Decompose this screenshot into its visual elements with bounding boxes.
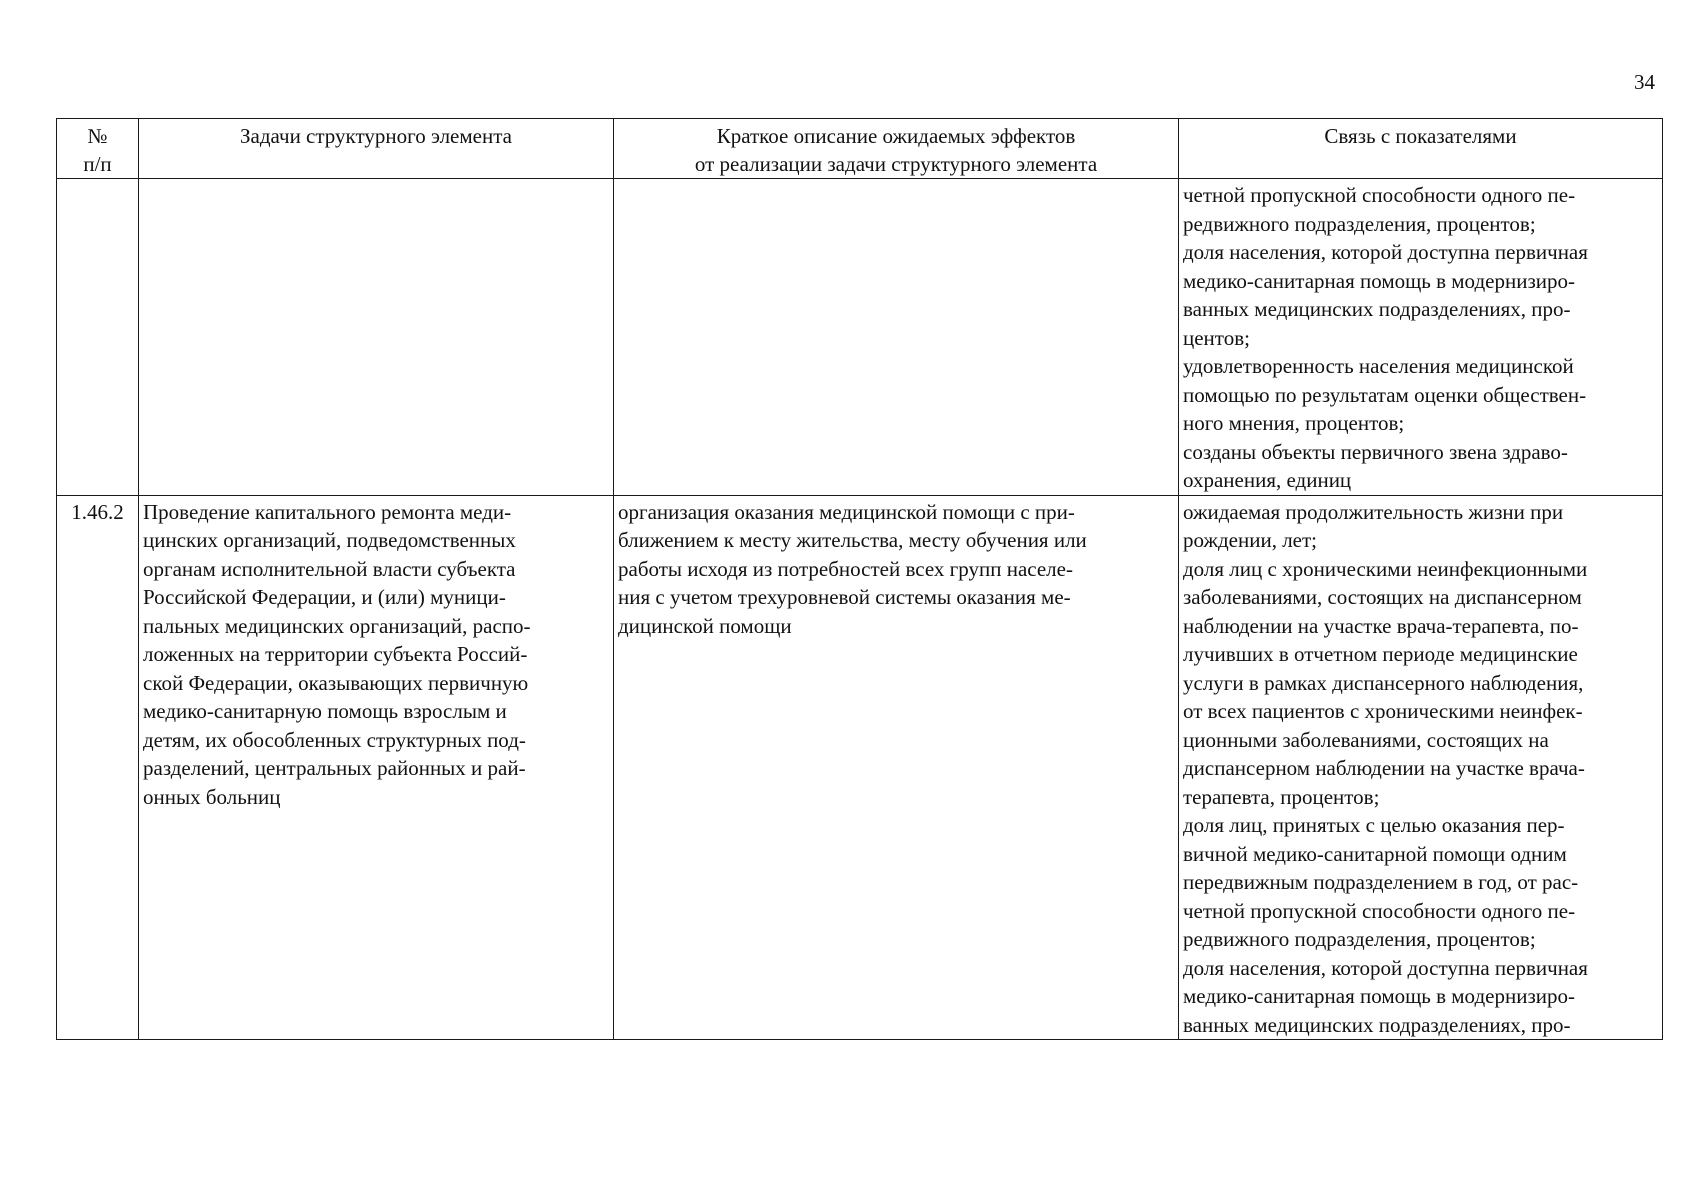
header-link: Связь с показателями — [1179, 119, 1663, 179]
cell-num: 1.46.2 — [57, 495, 139, 1040]
table-header-row — [57, 119, 1663, 179]
page-number: 34 — [1634, 70, 1655, 94]
cell-num — [57, 179, 139, 496]
cell-link: четной пропускной способности одного пе- редвижного подразделения, процентов; доля населения, которой доступна первичная медико-санитарная помощь в модернизиро- ванных медицинских подразделениях, про- центов; удовлетворенность населения медицинской помощью по результатам оценки обществен- ного мнения, процентов; созданы объекты первичного звена здраво- охранения, единиц — [1179, 179, 1663, 496]
cell-effect: организация оказания медицинской помощи с при- ближением к месту жительства, месту обучения или работы исходя из потребностей всех групп населе- ния с учетом трехуровневой системы оказания ме- дицинской помощи — [614, 495, 1179, 1040]
cell-task — [139, 179, 614, 496]
cell-effect — [614, 179, 1179, 496]
header-task: Задачи структурного элемента — [139, 119, 614, 179]
cell-link: ожидаемая продолжительность жизни при рождении, лет; доля лиц с хроническими неинфекционными заболеваниями, состоящих на диспансерном наблюдении на участке врача-терапевта, по- лучивших в отчетном периоде медицинские услуги в рамках диспансерного наблюдения, от всех пациентов с хроническими неинфек- ционными заболеваниями, состоящих на диспансерном наблюдении на участке врача- терапевта, процентов; доля лиц, принятых с целью оказания пер- вичной медико-санитарной помощи одним передвижным подразделением в год, от рас- четной пропускной способности одного пе- редвижного подразделения, процентов; доля населения, которой доступна первичная медико-санитарная помощь в модернизиро- ванных медицинских подразделениях, про- — [1179, 495, 1663, 1040]
cell-task: Проведение капитального ремонта меди- цинских организаций, подведомственных органам исполнительной власти субъекта Российской Федерации, и (или) муници- пальных медицинских организаций, распо- ложенных на территории субъекта Россий- ской Федерации, оказывающих первичную медико-санитарную помощь взрослым и детям, их обособленных структурных под- разделений, центральных районных и рай- онных больниц — [139, 495, 614, 1040]
table-row — [57, 495, 1663, 1040]
header-num: № п/п — [57, 119, 139, 179]
table-row — [57, 179, 1663, 496]
header-effect: Краткое описание ожидаемых эффектов от реализации задачи структурного элемента — [614, 119, 1179, 179]
document-table — [56, 118, 1663, 1040]
